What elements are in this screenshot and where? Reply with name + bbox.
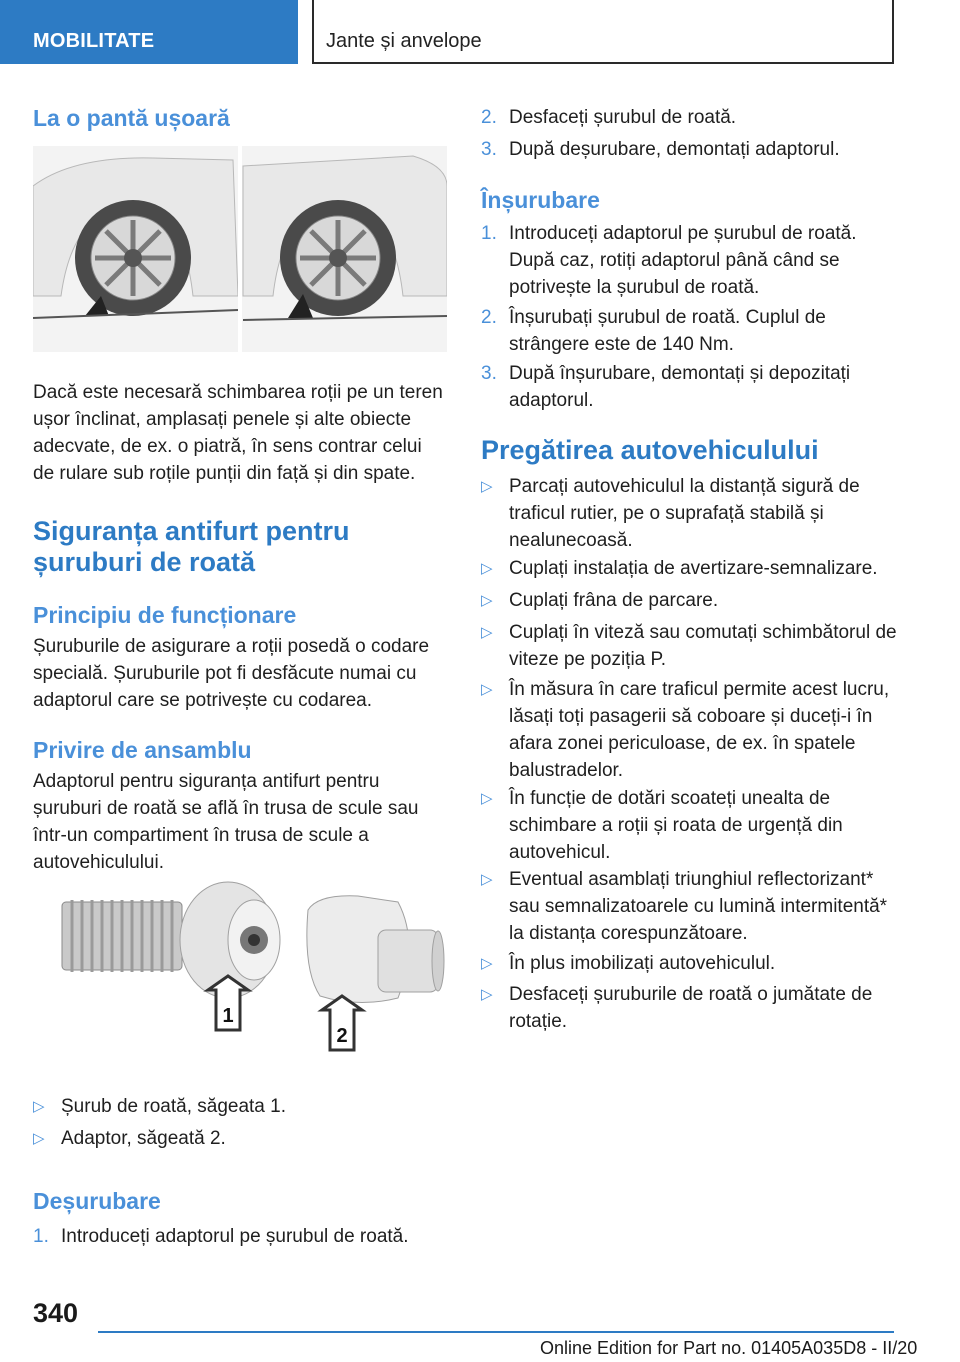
list-item: ▷ Cuplați frâna de parcare.: [481, 587, 901, 614]
list-item: ▷ În plus imobilizați autovehiculul.: [481, 950, 901, 977]
list-item: ▷ Desfaceți șuruburile de roată o jumătate de rotație.: [481, 981, 901, 1035]
list-item: ▷ Eventual asamblați triunghiul reflectorizant* sau semnalizatoarele cu lumină intermitentă* la distanța corespunzătoare.: [481, 866, 901, 947]
paragraph-principle: Șuruburile de asigurare a roții posedă o codare specială. Șuruburile pot fi desfăcute numai cu adaptorul care se potrivește cu codarea.: [33, 636, 430, 711]
heading-screw: Înșurubare: [481, 187, 600, 213]
heading-slope: La o pantă ușoară: [33, 105, 230, 131]
page-header: [0, 0, 960, 66]
section-tab: MOBILITATE: [0, 0, 298, 64]
step-item: 3. După înșurubare, demontați și depozitați adaptorul.: [481, 363, 851, 411]
wheel-wedges-illustration: [33, 146, 447, 352]
page-number: 340: [33, 1298, 79, 1328]
heading-principle: Principiu de funcționare: [33, 602, 297, 628]
bullet-icon: ▷: [481, 790, 493, 807]
heading-wheel-lock-line2: șuruburi de roată: [33, 547, 256, 577]
bullet-icon: ▷: [481, 592, 493, 609]
heading-wheel-lock-line1: Siguranța antifurt pentru: [33, 516, 350, 546]
bullet-icon: ▷: [481, 624, 493, 641]
paragraph-slope: Dacă este necesară schimbarea roții pe un teren ușor înclinat, amplasați penele și alte obiecte adecvate, de ex. o piatră, în sens contrar celui de rulare sub roțile punții din față și din spate.: [33, 382, 443, 484]
step-item: 3. După deșurubare, demontați adaptorul.: [481, 139, 840, 160]
list-item: ▷ Cuplați instalația de avertizare-semnalizare.: [481, 555, 901, 582]
bullet-icon: ▷: [33, 1130, 45, 1147]
bullet-icon: ▷: [33, 1098, 45, 1115]
step-item: 1. Introduceți adaptorul pe șurubul de roată.: [33, 1226, 409, 1247]
figure-label-2: 2: [336, 1025, 348, 1047]
list-item: ▷ Cuplați în viteză sau comutați schimbătorul de viteze pe poziția P.: [481, 619, 901, 673]
step-item: 2. Desfaceți șurubul de roată.: [481, 107, 737, 128]
bolt-adapter-figure: [58, 880, 448, 1060]
bullet-icon: ▷: [481, 478, 493, 495]
list-item: ▷ Șurub de roată, săgeata 1.: [33, 1093, 451, 1120]
step-item: 1. Introduceți adaptorul pe șurubul de roată. După caz, rotiți adaptorul până când se potrivește la șurubul de roată.: [481, 223, 857, 298]
heading-unscrew: Deșurubare: [33, 1188, 161, 1214]
heading-overview: Privire de ansamblu: [33, 737, 252, 763]
footer-divider: [98, 1331, 894, 1333]
bullet-icon: ▷: [481, 560, 493, 577]
step-item: 2. Înșurubați șurubul de roată. Cuplul de strângere este de 140 Nm.: [481, 307, 826, 355]
wheel-wedges-figure: [33, 146, 447, 352]
bullet-icon: ▷: [481, 681, 493, 698]
bullet-icon: ▷: [481, 986, 493, 1003]
list-item: ▷ Parcați autovehiculul la distanță sigură de traficul rutier, pe o suprafață stabilă și nealunecoasă.: [481, 473, 901, 554]
edition-note: Online Edition for Part no. 01405A035D8 - II/20: [540, 1338, 918, 1358]
chapter-title: Jante și anvelope: [312, 0, 894, 64]
list-item: ▷ În funcție de dotări scoateți unealta de schimbare a roții și roata de urgență din autovehicul.: [481, 785, 901, 866]
heading-vehicle-prep: Pregătirea autovehiculului: [481, 435, 819, 465]
bullet-icon: ▷: [481, 871, 493, 888]
figure-label-1: 1: [222, 1005, 234, 1027]
list-item: ▷ Adaptor, săgeată 2.: [33, 1125, 451, 1152]
list-item: ▷ În măsura în care traficul permite acest lucru, lăsați toți pasagerii să coboare și duceți-i în afara zonei periculoase, de ex. în spatele balustradelor.: [481, 676, 901, 784]
bolt-adapter-illustration: [58, 880, 448, 1060]
paragraph-overview: Adaptorul pentru siguranța antifurt pentru șuruburi de roată se află în trusa de scule sau într-un compartiment în trusa de scule a autovehiculului.: [33, 771, 419, 873]
bullet-icon: ▷: [481, 955, 493, 972]
